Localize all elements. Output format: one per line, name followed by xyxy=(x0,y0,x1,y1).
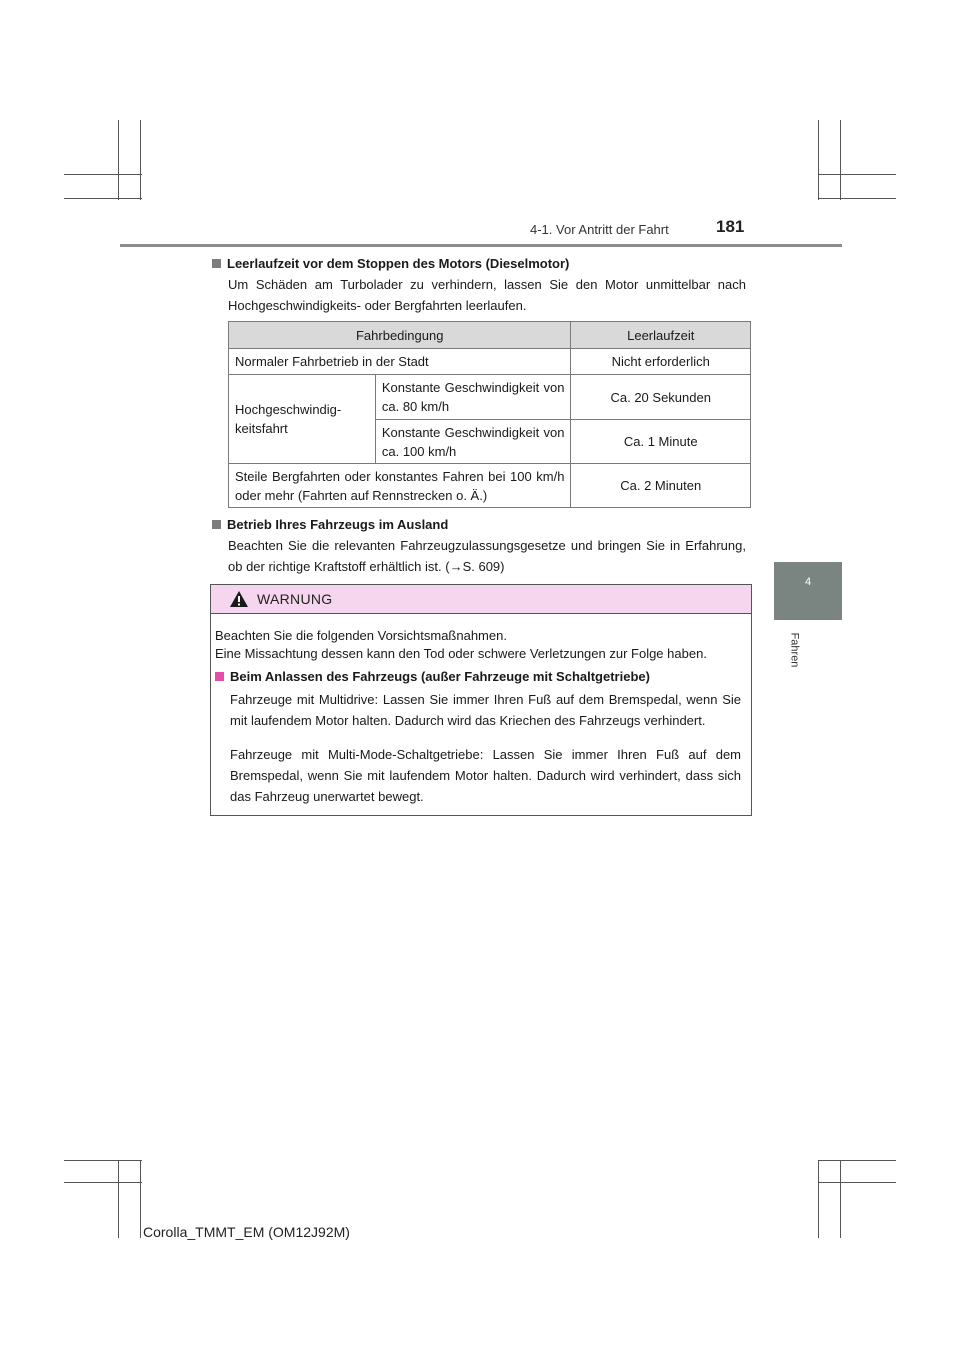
table-cell-subcondition: Konstante Geschwindigkeit von ca. 80 km/h xyxy=(375,375,571,420)
header-rule xyxy=(120,244,842,247)
warning-paragraph-multimode: Fahrzeuge mit Multi-Mode-Schaltgetriebe: Lassen Sie immer Ihren Fuß auf dem Bremspedal, wenn Sie mit laufendem Motor halten. Dadurch wird verhindert, dass sich das Fahrzeug unerwartet bewegt. xyxy=(230,747,741,804)
table-row xyxy=(229,349,751,375)
idle-time-table xyxy=(228,321,751,508)
warning-paragraph-multidrive: Fahrzeuge mit Multidrive: Lassen Sie immer Ihren Fuß auf dem Bremspedal, wenn Sie mit laufendem Motor halten. Dadurch wird das Kriechen des Fahrzeugs verhindert. xyxy=(230,692,741,728)
table-cell-time: Ca. 1 Minute xyxy=(571,420,751,464)
table-cell-time: Nicht erforderlich xyxy=(571,349,751,375)
chapter-tab-number: 4 xyxy=(805,576,812,588)
table-cell-time: Ca. 2 Minuten xyxy=(571,464,751,508)
table-row xyxy=(229,464,751,508)
warning-intro-2: Eine Missachtung dessen kann den Tod oder schwere Verletzungen zur Folge haben. xyxy=(215,646,707,661)
table-header-row xyxy=(229,322,751,349)
section-heading-idle-time xyxy=(212,256,569,271)
section-heading-text: Betrieb Ihres Fahrzeugs im Ausland xyxy=(227,517,449,532)
document-id: Corolla_TMMT_EM (OM12J92M) xyxy=(143,1224,350,1240)
warning-intro-1: Beachten Sie die folgenden Vorsichtsmaßnahmen. xyxy=(215,628,507,643)
table-cell-condition: Normaler Fahrbetrieb in der Stadt xyxy=(229,349,571,375)
section-heading-text: Leerlaufzeit vor dem Stoppen des Motors (Dieselmotor) xyxy=(227,256,570,271)
page-number: 181 xyxy=(716,217,745,236)
warning-subheading-text: Beim Anlassen des Fahrzeugs (außer Fahrzeuge mit Schaltgetriebe) xyxy=(230,669,650,684)
warning-box xyxy=(210,584,752,816)
section-bullet-icon xyxy=(212,520,221,529)
warning-header xyxy=(211,585,751,614)
chapter-side-label xyxy=(789,630,809,680)
table-cell-group: Hochgeschwindig-keitsfahrt xyxy=(229,375,376,464)
table-header-time: Leerlaufzeit xyxy=(571,322,751,349)
section-body-idle-time: Um Schäden am Turbolader zu verhindern, lassen Sie den Motor unmittelbar nach Hochgeschwindigkeits- oder Bergfahrten leerlaufen. xyxy=(228,277,746,313)
table-cell-condition: Steile Bergfahrten oder konstantes Fahren bei 100 km/h oder mehr (Fahrten auf Rennstrecken o. Ä.) xyxy=(229,464,571,508)
section-bullet-icon xyxy=(212,259,221,268)
chapter-side-label-text: Fahren xyxy=(788,632,801,668)
table-row xyxy=(229,375,751,420)
table-cell-time: Ca. 20 Sekunden xyxy=(571,375,751,420)
table-cell-subcondition: Konstante Geschwindigkeit von ca. 100 km/h xyxy=(375,420,571,464)
table-header-condition: Fahrbedingung xyxy=(229,322,571,349)
warning-triangle-icon xyxy=(229,590,249,608)
chapter-tab[interactable] xyxy=(774,562,842,620)
warning-bullet-icon xyxy=(215,672,224,681)
chapter-title: 4-1. Vor Antritt der Fahrt xyxy=(530,222,669,237)
warning-subheading xyxy=(215,669,650,684)
section-body-abroad: Beachten Sie die relevanten Fahrzeugzulassungsgesetze und bringen Sie in Erfahrung, ob der richtige Kraftstoff erhältlich ist. (→S. 609) xyxy=(228,538,746,574)
warning-title: WARNUNG xyxy=(257,591,333,607)
section-heading-abroad xyxy=(212,517,448,532)
